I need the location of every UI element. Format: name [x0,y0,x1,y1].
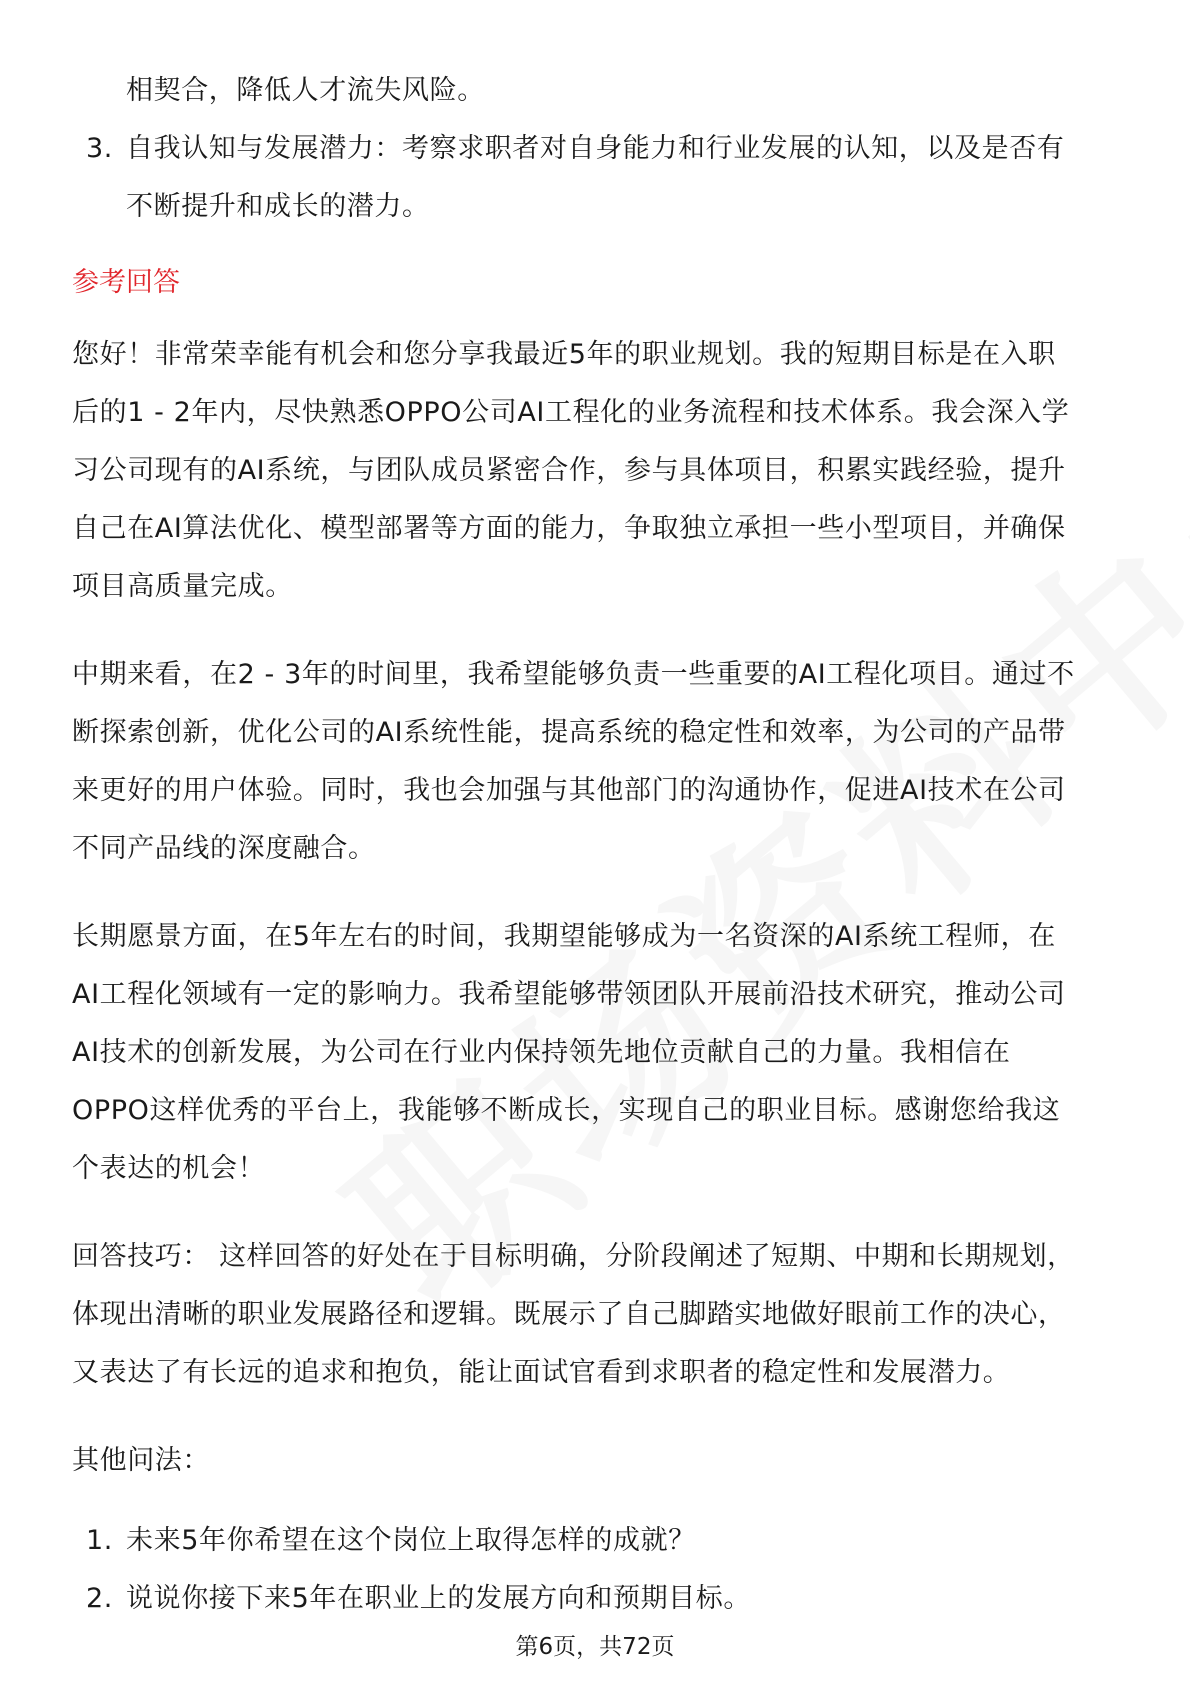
paragraph-line: AI工程化领域有一定的影响力。我希望能够带领团队开展前沿技术研究，推动公司 [72,979,1066,1010]
section-heading: 参考回答 [72,267,180,298]
paragraph-line: 体现出清晰的职业发展路径和逻辑。既展示了自己脚踏实地做好眼前工作的决心， [72,1299,1066,1330]
paragraph-line: 后的1 - 2年内，尽快熟悉OPPO公司AI工程化的业务流程和技术体系。我会深入学 [72,397,1070,428]
paragraph-line: 习公司现有的AI系统，与团队成员紧密合作，参与具体项目，积累实践经验，提升 [72,455,1066,486]
list-item-line: 未来5年你希望在这个岗位上取得怎样的成就？ [126,1525,696,1556]
list-item-line: 说说你接下来5年在职业上的发展方向和预期目标。 [126,1583,751,1614]
paragraph-line: 您好！非常荣幸能有机会和您分享我最近5年的职业规划。我的短期目标是在入职 [72,339,1056,370]
list-item [72,120,1118,236]
answer-paragraph-1 [72,326,1118,616]
list-continuation-line: 相契合，降低人才流失风险。 [126,75,485,106]
list-item [72,1512,1118,1570]
other-questions-list [72,1512,1118,1628]
list-item-number: 1. [86,1525,113,1556]
page-content [72,62,1118,1628]
paragraph-line: 断探索创新，优化公司的AI系统性能，提高系统的稳定性和效率，为公司的产品带 [72,717,1066,748]
paragraph-line: AI技术的创新发展，为公司在行业内保持领先地位贡献自己的力量。我相信在 [72,1037,1011,1068]
paragraph-line: 项目高质量完成。 [72,571,293,602]
list-item [72,1570,1118,1628]
paragraph-line: 回答技巧： 这样回答的好处在于目标明确，分阶段阐述了短期、中期和长期规划， [72,1241,1075,1272]
paragraph-line: 中期来看，在2 - 3年的时间里，我希望能够负责一些重要的AI工程化项目。通过不 [72,659,1075,690]
page-footer: 第6页，共72页 [515,1634,675,1660]
paragraph-line: 不同产品线的深度融合。 [72,833,376,864]
paragraph-line: 长期愿景方面，在5年左右的时间，我期望能够成为一名资深的AI系统工程师，在 [72,921,1056,952]
paragraph-line: 来更好的用户体验。同时，我也会加强与其他部门的沟通协作，促进AI技术在公司 [72,775,1066,806]
paragraph-line: 又表达了有长远的追求和抱负，能让面试官看到求职者的稳定性和发展潜力。 [72,1357,1011,1388]
paragraph-line: 个表达的机会！ [72,1153,266,1184]
list-item-number: 2. [86,1583,113,1614]
answer-paragraph-2 [72,646,1118,878]
list-item-line: 自我认知与发展潜力：考察求职者对自身能力和行业发展的认知，以及是否有 [126,133,1065,164]
answer-paragraph-3 [72,908,1118,1198]
answer-tips [72,1228,1118,1402]
paragraph-line: OPPO这样优秀的平台上，我能够不断成长，实现自己的职业目标。感谢您给我这 [72,1095,1061,1126]
other-questions-heading: 其他问法： [72,1445,210,1476]
criteria-list [72,120,1118,236]
list-item-number: 3. [86,133,113,164]
list-item-line: 不断提升和成长的潜力。 [126,191,430,222]
paragraph-line: 自己在AI算法优化、模型部署等方面的能力，争取独立承担一些小型项目，并确保 [72,513,1066,544]
